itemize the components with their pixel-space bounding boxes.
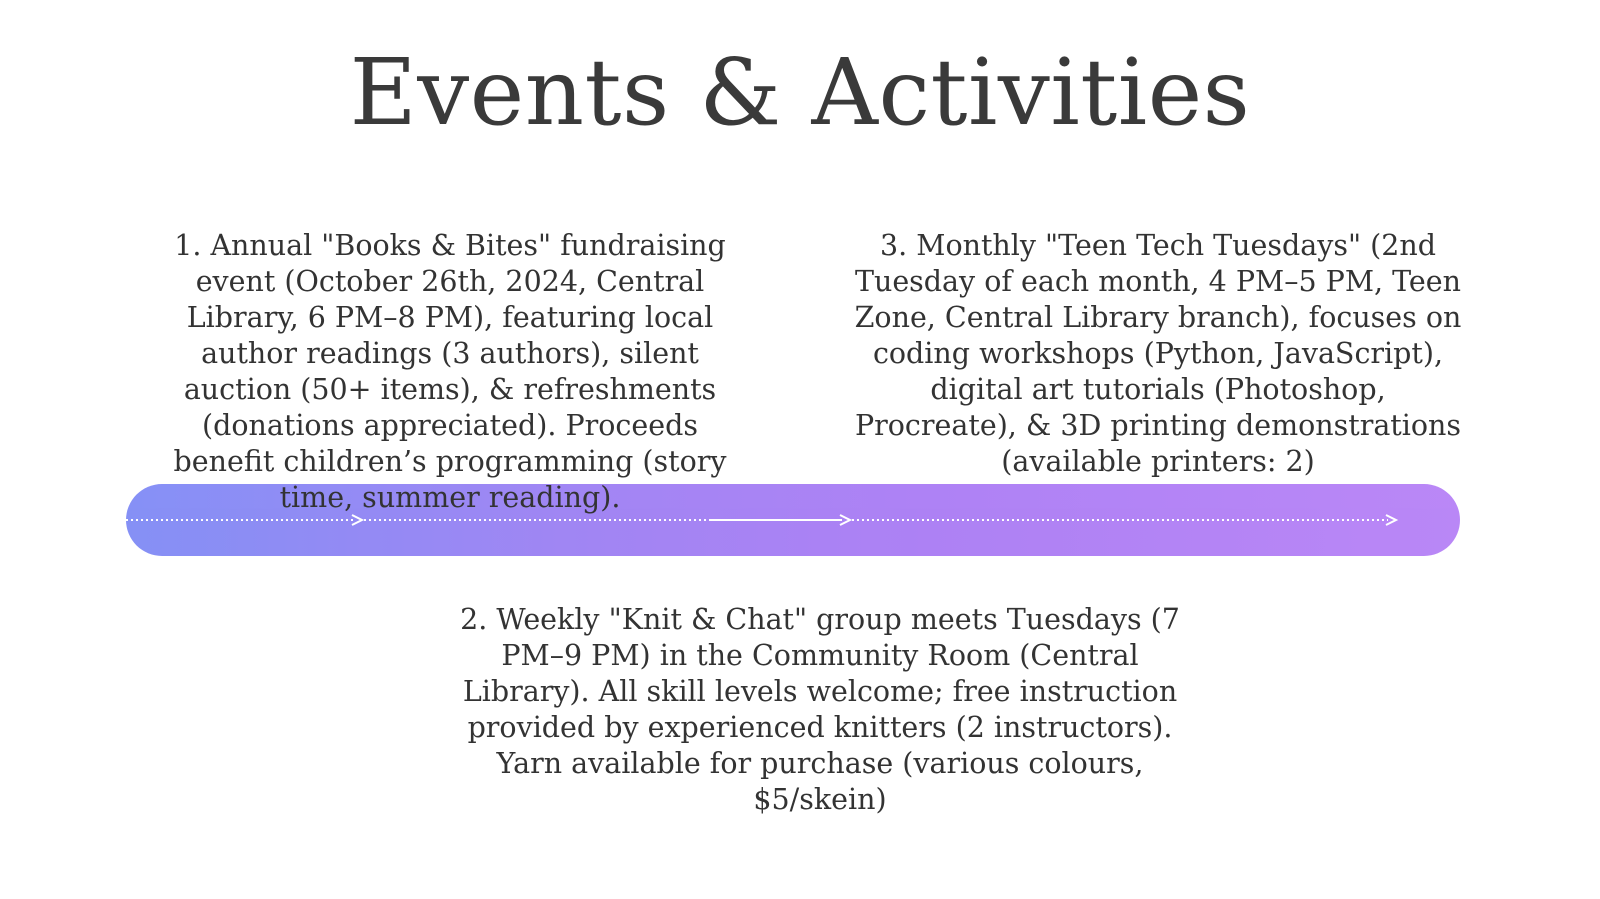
event-3-text: 3. Monthly "Teen Tech Tuesdays" (2nd Tuesday of each month, 4 PM–5 PM, Teen Zone, Central Library branch), focuses on coding workshops (Python, JavaScript), digital art tutorials (Photoshop, Procreate), & 3D printing demonstrations (available printers: 2): [854, 229, 1462, 478]
slide-title: Events & Activities: [349, 39, 1251, 146]
arrow-head-1-icon: [352, 515, 362, 525]
event-2-text: 2. Weekly "Knit & Chat" group meets Tuesdays (7 PM–9 PM) in the Community Room (Central Library). All skill levels welcome; free instruction provided by experienced knitters (2 instructors). Yarn available for purchase (various colours, $5/skein): [460, 603, 1180, 816]
event-1-text: 1. Annual "Books & Bites" fundraising event (October 26th, 2024, Central Library, 6 PM–8 PM), featuring local author readings (3 authors), silent auction (50+ items), & refreshments (donations appreciated). Proceeds benefit children’s programming (story time, summer reading).: [173, 229, 727, 514]
